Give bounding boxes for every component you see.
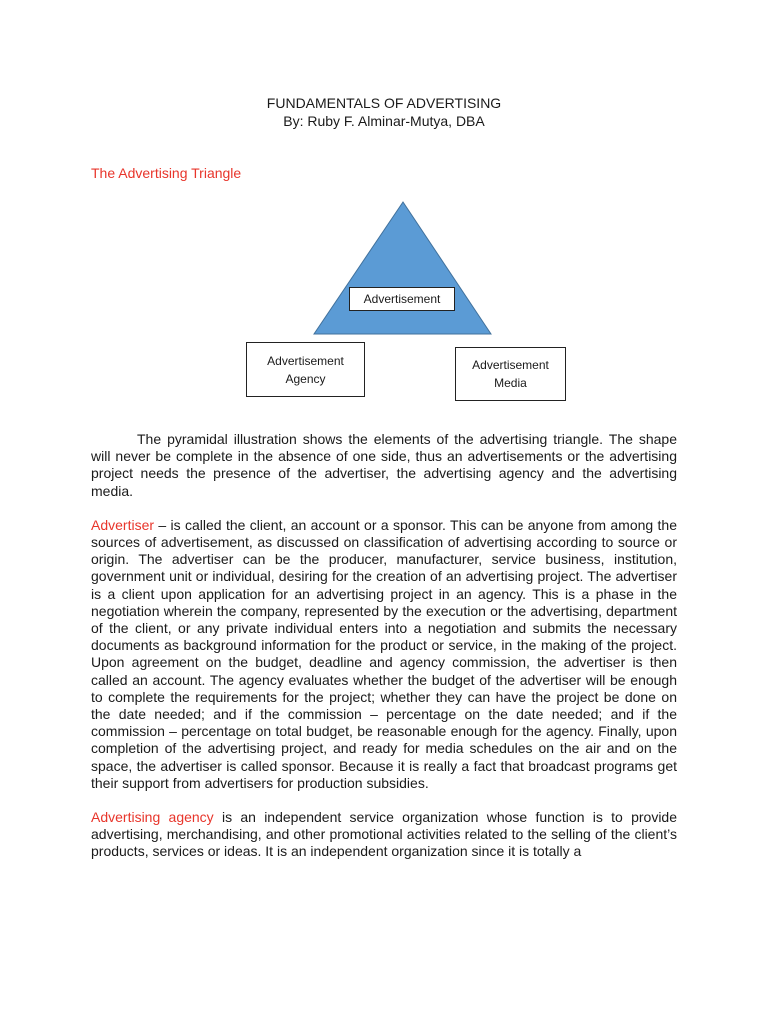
- advertisement-agency-label: Advertisement Agency: [267, 353, 344, 386]
- advertising-triangle-diagram: [0, 195, 768, 410]
- agency-term: Advertising agency: [91, 809, 214, 826]
- advertisement-label: Advertisement: [363, 292, 441, 306]
- document-body: [91, 431, 677, 878]
- intro-paragraph: The pyramidal illustration shows the elements of the advertising triangle. The shape will never be complete in the absence of one side, thus an advertisements or the advertising project needs the presence of the advertiser, the advertising agency and the advertising media.: [91, 431, 677, 499]
- section-heading: The Advertising Triangle: [91, 165, 242, 181]
- document-author: By: Ruby F. Alminar-Mutya, DBA: [283, 113, 485, 129]
- advertiser-paragraph: [91, 517, 677, 792]
- document-title: FUNDAMENTALS OF ADVERTISING: [266, 95, 502, 111]
- advertisement-box: [349, 287, 455, 311]
- document-header: [0, 94, 768, 130]
- advertiser-definition: – is called the client, an account or a sponsor. This can be anyone from among the sources of advertisement, as discussed on classification of advertising according to source or origin. The advertiser can be the producer, manufacturer, service business, institution, government unit or individual, desiring for the creation of an advertising project. The advertiser is a client upon application for an advertising project in an agency. This is a phase in the negotiation wherein the company, represented by the execution or the advertising, department of the client, or any private individual enters into a negotiation and submits the necessary documents as background information for the product or service, in the making of the project. Upon agreement on the budget, deadline and agency commission, the advertiser is then called an account. The agency evaluates whether the budget of the advertiser will be enough to complete the requirements for the project; whether they can have the project be done on the date needed; and if the commission – percentage on the date needed; and if the commission – percentage on total budget, be reasonable enough for the agency. Finally, upon completion of the advertising project, and ready for media schedules on the air and on the space, the advertiser is called sponsor. Because it is really a fact that broadcast programs get their support from advertisers for production subsidies.: [91, 516, 677, 791]
- agency-definition: is an independent service organization whose function is to provide advertising, merchandising, and other promotional activities related to the selling of the client’s products, services or ideas. It is an independent organization since it is totally a: [91, 809, 678, 860]
- agency-paragraph: [91, 809, 677, 861]
- advertisement-media-box: [455, 347, 566, 401]
- triangle-shape: [314, 202, 491, 334]
- advertisement-agency-box: [246, 342, 365, 397]
- advertisement-media-label: Advertisement Media: [472, 358, 549, 390]
- advertiser-term: Advertiser: [91, 516, 155, 533]
